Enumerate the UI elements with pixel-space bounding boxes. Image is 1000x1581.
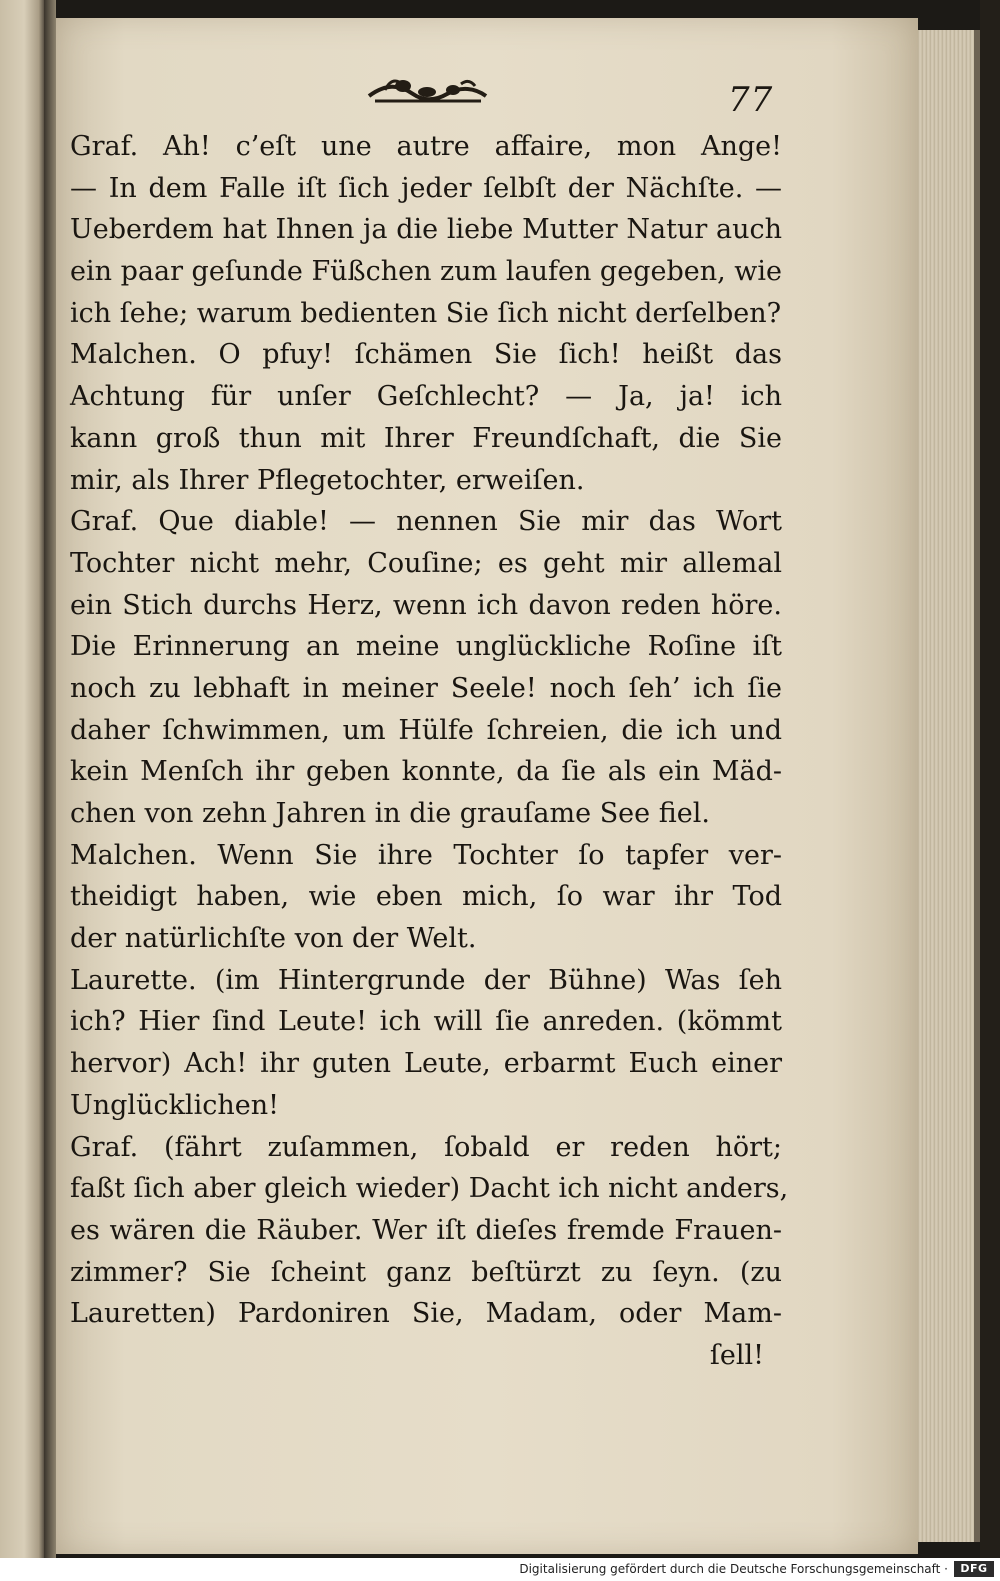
page-text: [70, 126, 789, 1377]
text-line: ich ſehe; warum bedienten Sie ſich nicht derſelben?: [70, 297, 782, 329]
book-gutter: [44, 0, 56, 1558]
digitization-footer: [0, 1558, 1000, 1581]
text-line: Unglücklichen!: [70, 1089, 279, 1121]
background-edge: [980, 0, 1000, 1558]
text-line: ich? Hier ſind Leute! ich will ſie anreden. (kömmt: [70, 1006, 782, 1038]
text-line: der natürlichſte von der Welt.: [70, 923, 477, 955]
text-line: Malchen. O pfuy! ſchämen Sie ſich! heißt das: [70, 339, 782, 371]
funding-credit: Digitalisierung gefördert durch die Deutsche Forschungsgemeinschaft ·: [519, 1562, 948, 1576]
text-line: hervor) Ach! ihr guten Leute, erbarmt Euch einer: [70, 1048, 782, 1080]
text-line: ein paar geſunde Füßchen zum laufen gegeben, wie: [70, 256, 782, 288]
facing-page-edge: [0, 0, 44, 1558]
text-line: noch zu lebhaft in meiner Seele! noch ſeh’ ich ſie: [70, 672, 782, 704]
page-edges: [918, 30, 980, 1542]
text-line: ein Stich durchs Herz, wenn ich davon reden höre.: [70, 589, 782, 621]
text-line: mir, als Ihrer Pflegetochter, erweiſen.: [70, 464, 585, 496]
text-line: Graf. (fährt zuſammen, ſobald er reden hört;: [70, 1131, 782, 1163]
text-line: chen von zehn Jahren in die grauſame See fiel.: [70, 798, 710, 829]
text-line: Die Erinnerung an meine unglückliche Roſine iſt: [70, 631, 782, 663]
text-line: — In dem Falle iſt ſich jeder ſelbſt der Nächſte. —: [70, 172, 782, 204]
text-line: Laurette. (im Hintergrunde der Bühne) Was ſeh: [70, 964, 782, 996]
text-line: daher ſchwimmen, um Hülfe ſchreien, die ich und: [70, 714, 782, 746]
text-line: theidigt haben, wie eben mich, ſo war ihr Tod: [70, 881, 782, 913]
text-line: kann groß thun mit Ihrer Freundſchaft, die Sie: [70, 422, 782, 454]
text-line: es wären die Räuber. Wer iſt dieſes fremde Frauen-: [70, 1214, 782, 1246]
text-line: Lauretten) Pardoniren Sie, Madam, oder Mam-: [70, 1298, 782, 1330]
text-line: Achtung für unſer Geſchlecht? — Ja, ja! ich: [70, 381, 782, 413]
text-line: Ueberdem hat Ihnen ja die liebe Mutter Natur auch: [70, 214, 782, 246]
text-line: zimmer? Sie ſcheint ganz beſtürzt zu ſeyn. (zu: [70, 1256, 782, 1288]
page-number: 77: [728, 80, 774, 120]
printers-ornament: [365, 70, 490, 110]
text-line: Graf. Ah! c’eſt une autre affaire, mon Ange!: [70, 131, 782, 162]
text-line: Tochter nicht mehr, Couſine; es geht mir allemal: [70, 547, 782, 579]
text-line: kein Menſch ihr geben konnte, da ſie als ein Mäd-: [70, 756, 782, 788]
text-line: Graf. Que diable! — nennen Sie mir das Wort: [70, 506, 782, 538]
text-line: Malchen. Wenn Sie ihre Tochter ſo tapfer ver-: [70, 839, 782, 871]
text-line: ſell!: [709, 1339, 764, 1371]
dfg-logo: DFG: [954, 1561, 994, 1577]
text-line: faßt ſich aber gleich wieder) Dacht ich nicht anders,: [70, 1173, 789, 1205]
